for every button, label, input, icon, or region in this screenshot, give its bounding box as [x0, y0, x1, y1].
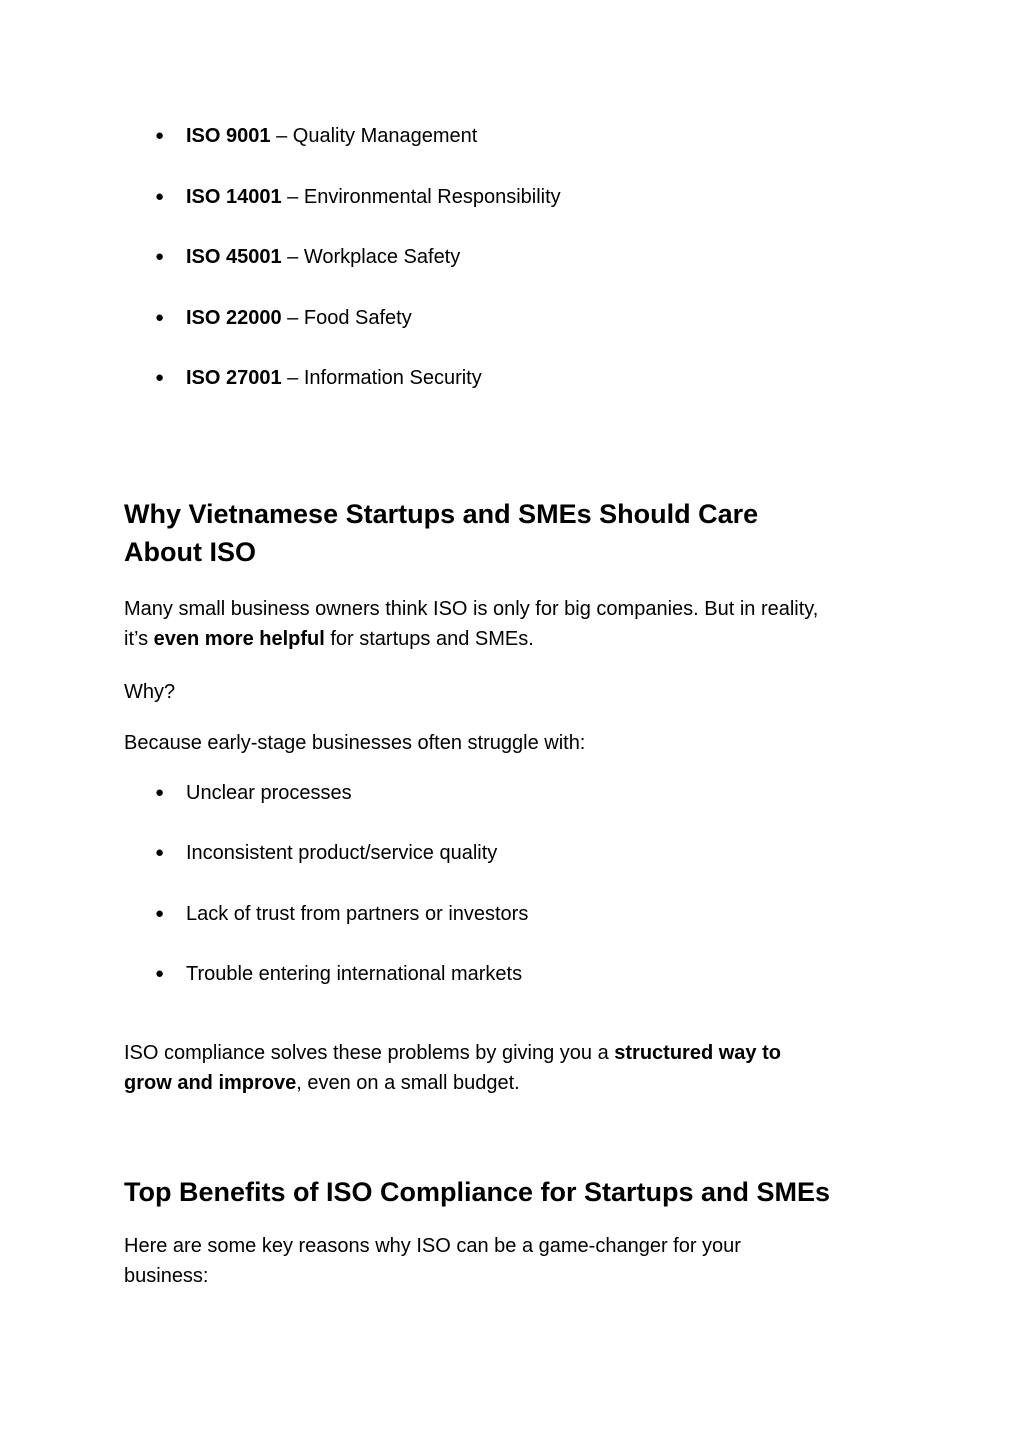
- bullet-icon: ●: [155, 905, 165, 922]
- separator: –: [281, 367, 304, 389]
- list-item-text: Unclear processes: [186, 782, 352, 804]
- list-item: [155, 306, 412, 330]
- standard-description: Workplace Safety: [303, 246, 461, 268]
- standard-code: ISO 27001: [186, 367, 282, 389]
- paragraph-line: Here are some key reasons why ISO can be a game-changer for your: [124, 1235, 741, 1257]
- separator: –: [281, 307, 304, 329]
- paragraph-line: Many small business owners think ISO is only for big companies. But in reality,: [124, 598, 819, 620]
- list-item: [155, 245, 460, 269]
- standard-code: ISO 14001: [186, 186, 282, 208]
- bullet-icon: ●: [155, 844, 165, 861]
- paragraph-line: business:: [124, 1265, 209, 1287]
- list-item: [155, 781, 352, 805]
- bullet-icon: ●: [155, 369, 165, 386]
- list-item: [155, 366, 482, 390]
- list-item-text: Lack of trust from partners or investors: [186, 903, 529, 925]
- standard-description: Information Security: [303, 367, 482, 389]
- list-item-text: Trouble entering international markets: [186, 963, 523, 985]
- why-paragraph: Why?: [124, 681, 176, 703]
- standard-description: Quality Management: [292, 125, 478, 147]
- bold-text-run: grow and improve: [124, 1072, 297, 1094]
- standard-description: Food Safety: [303, 307, 412, 329]
- separator: –: [270, 125, 293, 147]
- list-item: [155, 902, 528, 926]
- text-run: for startups and SMEs.: [324, 628, 534, 650]
- because-paragraph: Because early-stage businesses often struggle with:: [124, 732, 586, 754]
- bullet-icon: ●: [155, 188, 165, 205]
- list-item: [155, 962, 522, 986]
- list-item-text: Inconsistent product/service quality: [186, 842, 498, 864]
- list-item: [155, 185, 561, 209]
- separator: –: [281, 246, 304, 268]
- standard-code: ISO 9001: [186, 125, 271, 147]
- standard-code: ISO 45001: [186, 246, 282, 268]
- bullet-icon: ●: [155, 127, 165, 144]
- standard-code: ISO 22000: [186, 307, 282, 329]
- heading-line: Why Vietnamese Startups and SMEs Should Care: [124, 499, 759, 529]
- heading-line: About ISO: [124, 537, 256, 567]
- bullet-icon: ●: [155, 965, 165, 982]
- bold-text-run: even more helpful: [153, 628, 325, 650]
- text-run: it’s: [124, 628, 154, 650]
- standard-description: Environmental Responsibility: [303, 186, 561, 208]
- text-run: ISO compliance solves these problems by giving you a: [124, 1042, 615, 1064]
- list-item: [155, 124, 477, 148]
- list-item: [155, 841, 497, 865]
- bullet-icon: ●: [155, 248, 165, 265]
- section-heading-benefits: Top Benefits of ISO Compliance for Startups and SMEs: [124, 1177, 831, 1207]
- bullet-icon: ●: [155, 784, 165, 801]
- bullet-icon: ●: [155, 309, 165, 326]
- separator: –: [281, 186, 304, 208]
- paragraph-line: [124, 1038, 781, 1068]
- paragraph-line: [124, 1068, 520, 1098]
- bold-text-run: structured way to: [614, 1042, 781, 1064]
- paragraph-line: [124, 624, 534, 654]
- text-run: , even on a small budget.: [296, 1072, 520, 1094]
